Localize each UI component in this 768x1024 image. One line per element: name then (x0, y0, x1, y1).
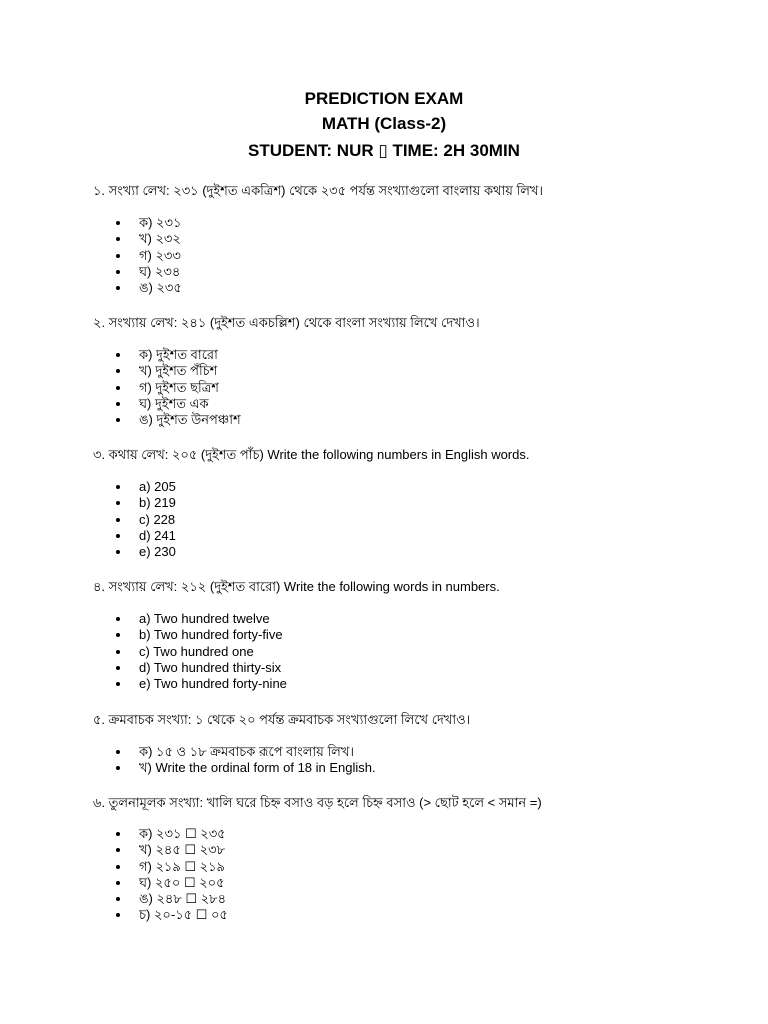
question-4: ৪. সংখ্যায় লেখ: ২১২ (দুইশত বারো) Write the following words in numbers. (93, 579, 500, 594)
list-item: b) 219 (93, 495, 176, 511)
list-item: গ) ২৩৩ (93, 248, 182, 264)
list-item: খ) দুইশত পঁচিশ (93, 363, 241, 379)
list-item: a) Two hundred twelve (93, 611, 287, 627)
list-item: d) Two hundred thirty-six (93, 660, 287, 676)
list-item: ঘ) ২৩৪ (93, 264, 182, 280)
list-item: ক) দুইশত বারো (93, 347, 241, 363)
question-2-options (93, 347, 241, 428)
list-item: ঘ) দুইশত এক (93, 396, 241, 412)
list-item: খ) ২৪৫ ☐ ২৩৮ (93, 842, 228, 858)
list-item: c) 228 (93, 512, 176, 528)
list-item: a) 205 (93, 479, 176, 495)
list-item: d) 241 (93, 528, 176, 544)
list-item: ঙ) ২৪৮ ☐ ২৮৪ (93, 891, 228, 907)
exam-title: PREDICTION EXAM (304, 89, 464, 108)
question-3-options (93, 479, 176, 560)
list-item: ক) ১৫ ও ১৮ ক্রমবাচক রূপে বাংলায় লিখ। (93, 744, 376, 760)
list-item: ঙ) ২৩৫ (93, 280, 182, 296)
list-item: ক) ২৩১ ☐ ২৩৫ (93, 826, 228, 842)
list-item: e) Two hundred forty-nine (93, 676, 287, 692)
question-6: ৬. তুলনামূলক সংখ্যা: খালি ঘরে চিহ্ন বসাও বড় হলে চিহ্ন বসাও (> ছোট হলে < সমান =) (93, 795, 542, 810)
subject-title: MATH (Class-2) (321, 114, 447, 133)
student-time-line: STUDENT: NUR ▯ TIME: 2H 30MIN (248, 141, 520, 160)
question-1: ১. সংখ্যা লেখ: ২৩১ (দুইশত একত্রিশ) থেকে ২৩৫ পর্যন্ত সংখ্যাগুলো বাংলায় কথায় লিখ। (93, 183, 544, 198)
list-item: খ) ২৩২ (93, 231, 182, 247)
list-item: ঘ) ২৫০ ☐ ২০৫ (93, 875, 228, 891)
question-5: ৫. ক্রমবাচক সংখ্যা: ১ থেকে ২০ পর্যন্ত ক্রমবাচক সংখ্যাগুলো লিখে দেখাও। (93, 712, 471, 727)
question-4-options (93, 611, 287, 692)
question-1-options (93, 215, 182, 296)
list-item: e) 230 (93, 544, 176, 560)
list-item: b) Two hundred forty-five (93, 627, 287, 643)
question-2: ২. সংখ্যায় লেখ: ২৪১ (দুইশত একচল্লিশ) থেকে বাংলা সংখ্যায় লিখে দেখাও। (93, 315, 480, 330)
question-5-options (93, 744, 376, 777)
question-3: ৩. কথায় লেখ: ২০৫ (দুইশত পাঁচ) Write the following numbers in English words. (93, 447, 530, 462)
list-item: খ) Write the ordinal form of 18 in English. (93, 760, 376, 776)
question-6-options (93, 826, 228, 924)
list-item: গ) দুইশত ছত্রিশ (93, 380, 241, 396)
list-item: c) Two hundred one (93, 644, 287, 660)
list-item: ক) ২৩১ (93, 215, 182, 231)
list-item: ঙ) দুইশত উনপঞ্চাশ (93, 412, 241, 428)
list-item: চ) ২০-১৫ ☐ ০৫ (93, 907, 228, 923)
list-item: গ) ২১৯ ☐ ২১৯ (93, 859, 228, 875)
